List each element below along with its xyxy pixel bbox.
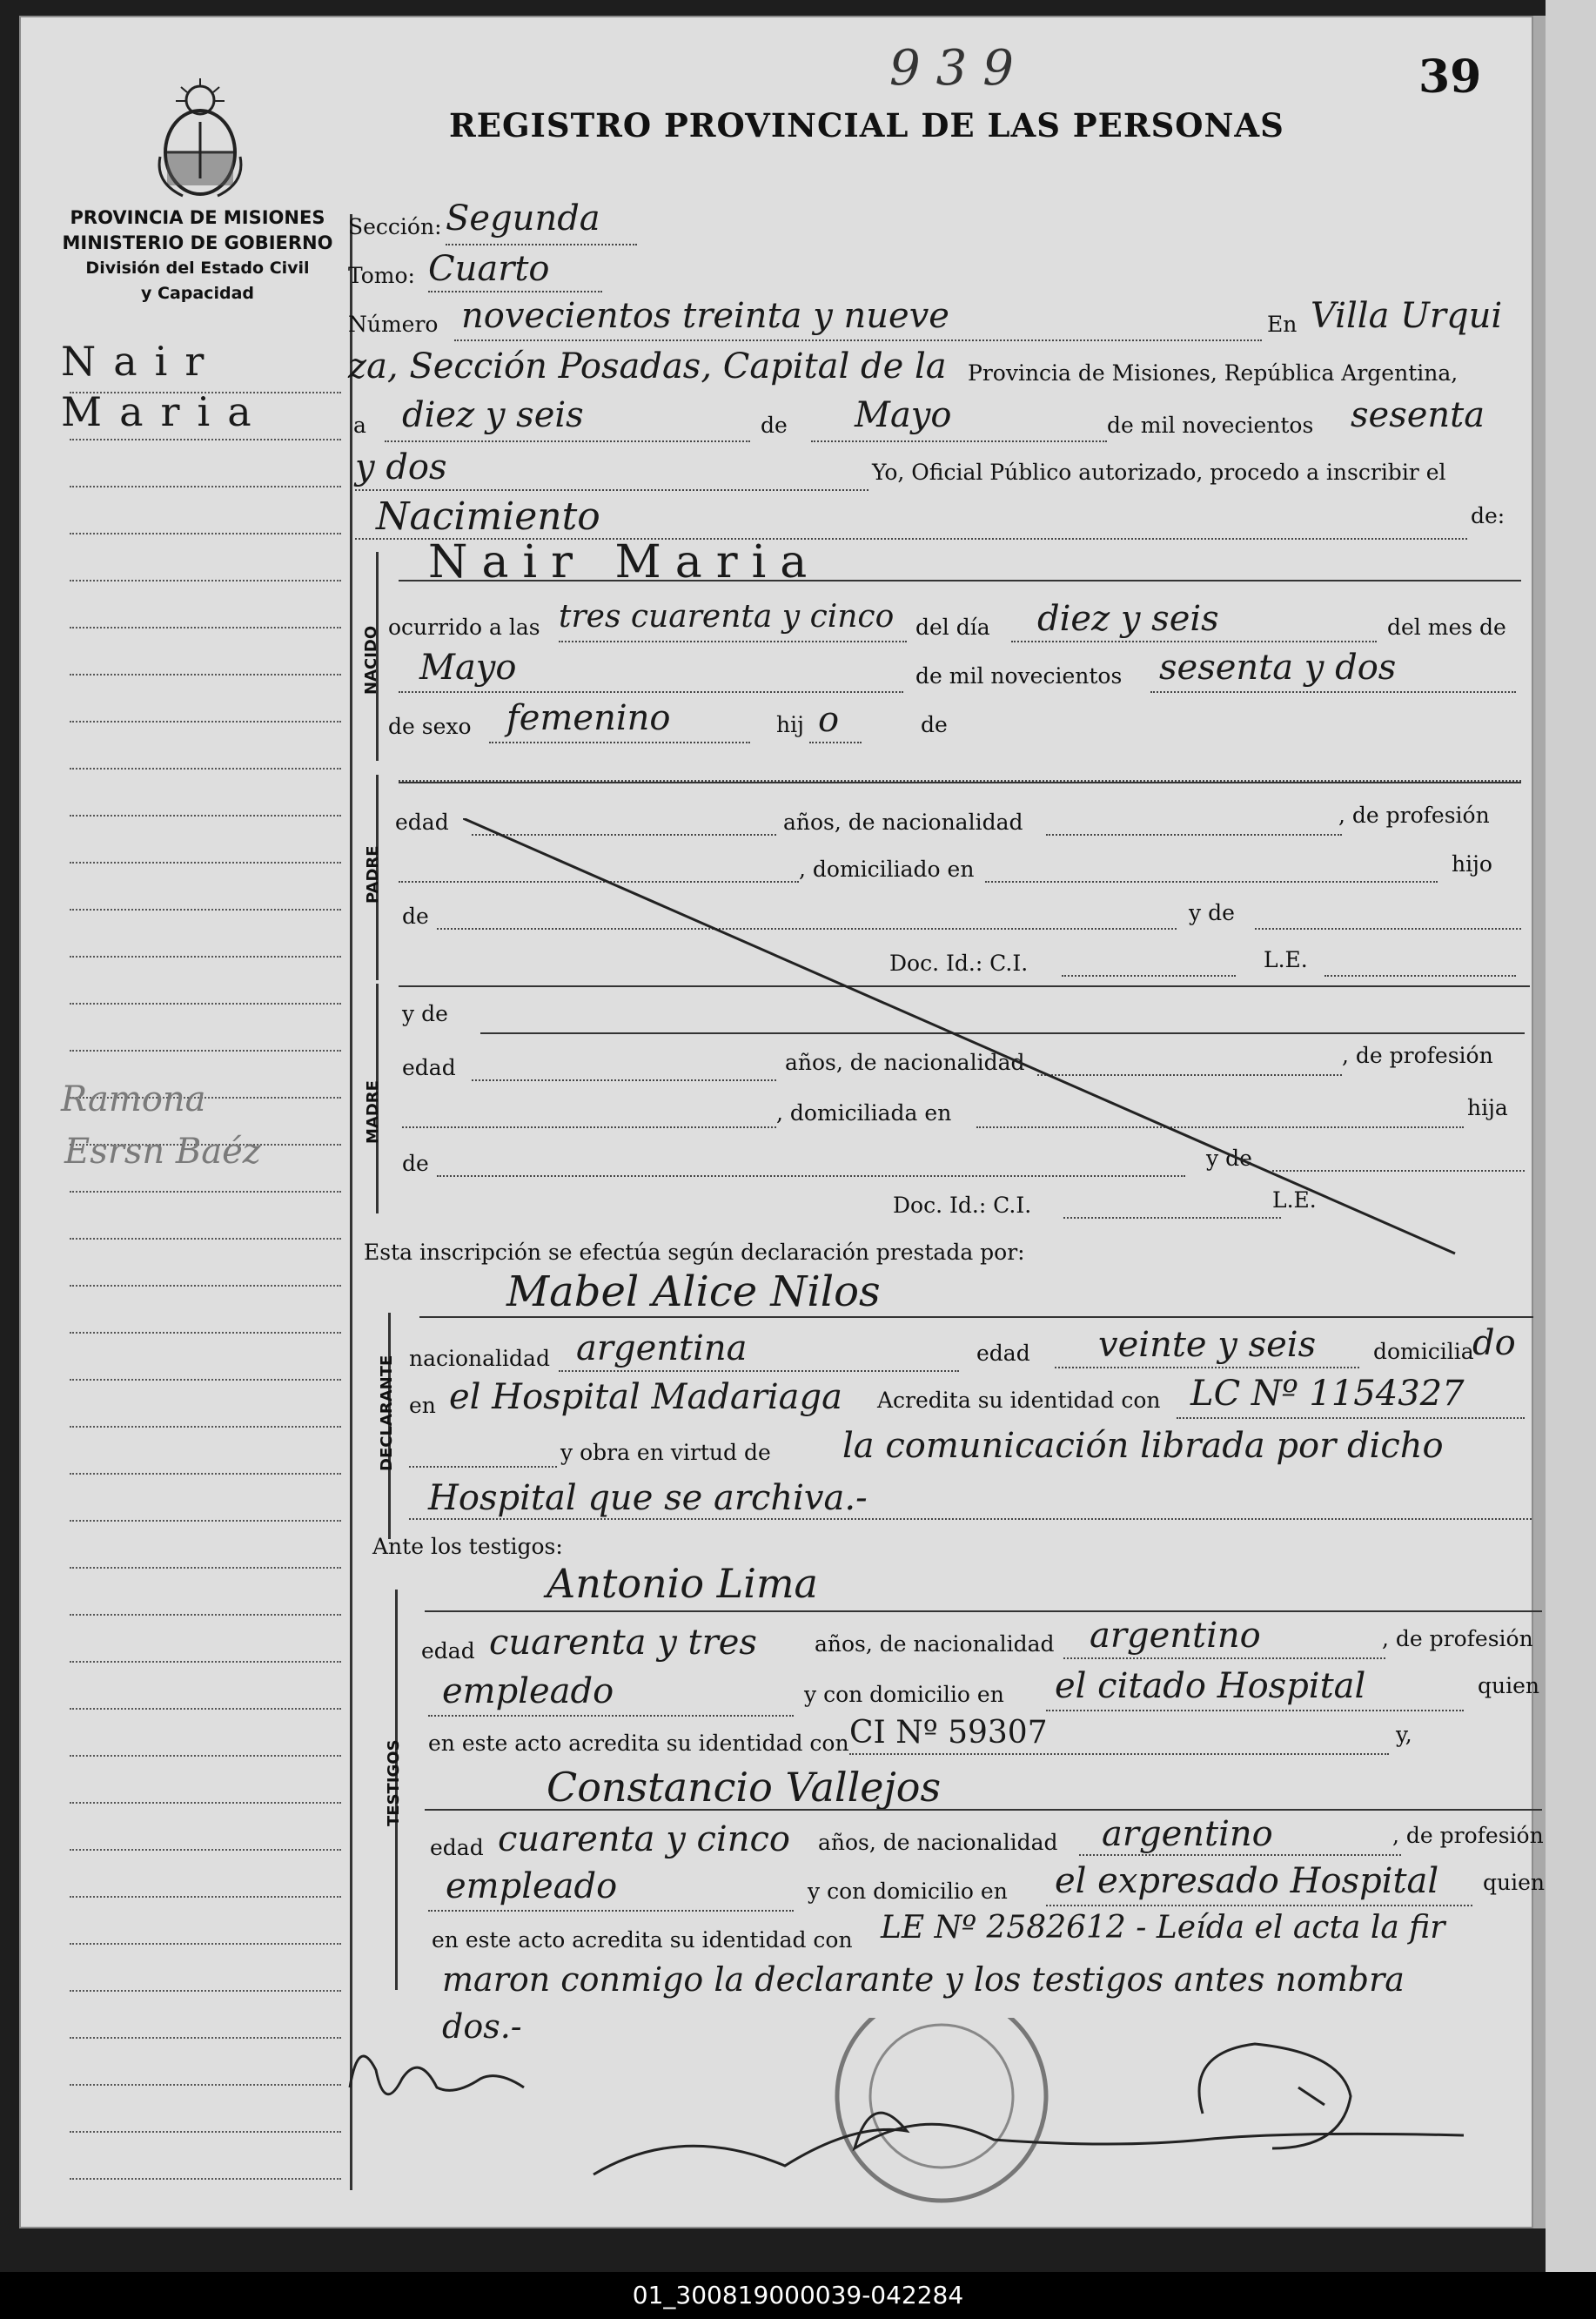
margin-note-second: Esrsn Baéz [64,1132,261,1172]
del-mes-label: del mes de [1387,615,1506,640]
madre-label: MADRE [364,1080,382,1144]
acredita-value: LC Nº 1154327 [1190,1374,1465,1414]
testigo1-nombre: Antonio Lima [547,1560,818,1607]
org-province: PROVINCIA DE MISIONES [70,207,325,228]
nacido-mes-value: Mayo [419,648,517,688]
nacido-mil-label: de mil novecientos [915,663,1123,689]
margin-ruled-line [70,674,341,676]
testigo2-acred-value: LE Nº 2582612 - Leída el acta la fir [881,1910,1445,1946]
mes-value: Mayo [855,395,952,435]
nacido-de-label: de [921,712,948,737]
margin-ruled-line [70,533,341,534]
declarante-domicilia-value: do [1472,1323,1516,1363]
closing-line-2: dos.- [442,2007,522,2046]
nacido-nombre: Nair Maria [428,536,821,588]
margin-ruled-line [70,1332,341,1334]
margin-ruled-line [70,815,341,817]
org-ministry: MINISTERIO DE GOBIERNO [62,232,333,253]
margin-ruled-line [70,1426,341,1428]
padre-prof-label: , de profesión [1338,803,1490,828]
padre-edad-label: edad [395,810,449,835]
hij-value: o [818,700,840,740]
margin-ruled-line [70,721,341,723]
margin-ruled-line [70,439,341,440]
hij-label: hij [776,712,804,737]
del-dia-label: del día [915,615,990,640]
testigo2-dom-value: el expresado Hospital [1055,1861,1439,1901]
margin-ruled-line [70,1191,341,1193]
margin-ruled-line [70,1802,341,1804]
obra-value: la comunicación librada por dicho [842,1426,1444,1466]
margin-ruled-line [70,2131,341,2133]
numero-label: Número [348,312,439,337]
margin-ruled-line [70,1050,341,1052]
margin-ruled-line [70,909,341,911]
signatures-area [332,2018,1533,2218]
margin-ruled-line [70,1661,341,1663]
margin-note-first: Ramona [61,1079,206,1119]
register-sheet [19,16,1546,2228]
obra-value-2: Hospital que se archiva.- [428,1478,868,1518]
testigo1-y-label: y, [1396,1722,1412,1747]
anio-value: sesenta [1351,395,1485,435]
padre-de-label: de [402,904,429,929]
org-division: División del Estado Civil [85,259,310,278]
madre-y-de-label: y de [402,1001,448,1026]
declarante-label: DECLARANTE [378,1354,396,1471]
en-value: Villa Urqui [1311,296,1503,336]
scan-footer: 01_300819000039-042284 [0,2272,1596,2319]
madre-hija-label: hija [1467,1095,1508,1120]
cancellation-stroke [463,818,1472,1271]
margin-ruled-line [70,1708,341,1710]
declarante-en-value: el Hospital Madariaga [449,1377,842,1417]
issuing-authority [54,205,341,306]
acto-value: Nacimiento [376,494,600,539]
testigo1-acred-label: en este acto acredita su identidad con [428,1731,849,1756]
mil-label: de mil novecientos [1107,413,1314,438]
obra-label: y obra en virtud de [560,1440,771,1465]
closing-line-1: maron conmigo la declarante y los testigos antes nombra [442,1960,1405,1999]
madre-prof-label: , de profesión [1342,1043,1493,1068]
oficial-text: Yo, Oficial Público autorizado, procedo a inscribir el [872,460,1446,485]
padre-hijo-label: hijo [1452,851,1492,877]
ocurrido-label: ocurrido a las [388,615,540,640]
seccion-value: Segunda [446,198,600,239]
declarante-edad-label: edad [976,1341,1030,1366]
declarante-intro: Esta inscripción se efectúa según declaración prestada por: [364,1240,1025,1265]
official-seal-icon [837,2018,1046,2201]
margin-ruled-line [70,956,341,958]
testigos-label: TESTIGOS [385,1739,403,1826]
madre-le-label: L.E. [1272,1187,1317,1213]
margin-ruled-line [70,1003,341,1005]
madre-nac-label: años, de nacionalidad [785,1050,1025,1075]
padre-le-label: L.E. [1264,947,1308,972]
en-label: En [1267,312,1298,337]
testigo2-prof-value: empleado [446,1866,618,1906]
margin-ruled-line [70,2037,341,2039]
lugar-value: za, Sección Posadas, Capital de la [348,346,947,386]
margin-ruled-line [70,768,341,770]
margin-ruled-line [70,1943,341,1945]
a-label: a [353,413,366,438]
sexo-label: de sexo [388,714,472,739]
margin-ruled-line [70,1567,341,1569]
declarante-en-label: en [409,1393,436,1418]
sexo-value: femenino [506,698,671,738]
madre-edad-label: edad [402,1055,456,1080]
testigo1-quien-label: quien [1478,1673,1539,1698]
margin-ruled-line [70,1379,341,1381]
tomo-value: Cuarto [428,249,550,289]
numero-value: novecientos treinta y nueve [461,296,949,336]
anio-value-2: y dos [355,447,447,487]
org-capacity: y Capacidad [141,284,254,303]
margin-ruled-line [70,1285,341,1287]
margin-ruled-line [70,862,341,864]
margin-ruled-line [70,1238,341,1240]
a-value: diez y seis [402,395,584,435]
madre-doc-label: Doc. Id.: C.I. [893,1193,1032,1218]
testigo1-dom-value: el citado Hospital [1055,1666,1366,1706]
margin-ruled-line [70,1990,341,1992]
padre-label: PADRE [364,845,382,904]
page-number: 39 [1418,50,1482,104]
testigo1-edad-value: cuarenta y tres [489,1623,757,1663]
seccion-label: Sección: [348,214,442,239]
testigo2-nombre: Constancio Vallejos [547,1764,942,1811]
margin-ruled-line [70,1473,341,1475]
margin-name-first: Nair [61,338,222,385]
testigo2-prof-label: , de profesión [1392,1823,1544,1848]
declarante-edad-value: veinte y seis [1098,1325,1317,1365]
tomo-label: Tomo: [348,263,415,288]
padre-doc-label: Doc. Id.: C.I. [889,951,1029,976]
testigo2-nac-label: años, de nacionalidad [818,1830,1058,1855]
dia-value: diez y seis [1037,599,1219,639]
hora-value: tres cuarenta y cinco [559,599,895,635]
testigo1-acred-value: CI Nº 59307 [849,1715,1048,1751]
nacido-anio-value: sesenta y dos [1159,648,1397,688]
margin-ruled-line [70,580,341,581]
testigo1-nac-value: argentino [1090,1616,1261,1656]
declarante-nac-label: nacionalidad [409,1346,550,1371]
margin-ruled-line [70,1896,341,1898]
page-title: REGISTRO PROVINCIAL DE LAS PERSONAS [449,106,1284,145]
coat-of-arms-icon [148,70,252,200]
handwritten-number: 939 [889,40,1029,97]
testigo2-quien-label: quien [1483,1870,1545,1895]
margin-divider [350,214,352,2190]
testigo1-prof-label: , de profesión [1382,1626,1533,1651]
nacido-label: NACIDO [362,625,380,695]
de2-label: de: [1471,503,1505,528]
testigo2-nac-value: argentino [1102,1814,1273,1854]
madre-de-label: de [402,1151,429,1176]
testigo1-edad-label: edad [421,1638,475,1664]
testigo2-dom-label: y con domicilio en [808,1879,1008,1904]
madre-y-de2-label: y de [1206,1146,1252,1171]
de-label: de [761,413,788,438]
margin-ruled-line [70,1849,341,1851]
signature-declarante [350,2056,524,2094]
declarante-nombre: Mabel Alice Nilos [506,1267,881,1316]
padre-y-de-label: y de [1189,900,1235,925]
padre-dom-label: , domiciliado en [799,857,975,882]
margin-ruled-line [70,2084,341,2086]
testigo2-edad-label: edad [430,1835,484,1860]
margin-ruled-line [70,1755,341,1757]
margin-ruled-line [70,627,341,628]
testigo2-edad-value: cuarenta y cinco [498,1819,790,1859]
page-edge [1546,0,1596,2272]
padre-nac-label: años, de nacionalidad [783,810,1023,835]
testigos-intro: Ante los testigos: [372,1534,563,1559]
margin-ruled-line [70,1614,341,1616]
provincia-text: Provincia de Misiones, República Argentina, [968,360,1459,386]
testigo1-dom-label: y con domicilio en [804,1682,1004,1707]
declarante-domicilia-label: domicilia [1373,1339,1474,1364]
margin-ruled-line [70,1520,341,1522]
testigo1-nac-label: años, de nacionalidad [815,1631,1055,1657]
declarante-nac-value: argentina [576,1328,748,1368]
acredita-label: Acredita su identidad con [877,1388,1161,1413]
margin-ruled-line [70,2178,341,2180]
testigo2-acred-label: en este acto acredita su identidad con [432,1927,853,1953]
testigo1-prof-value: empleado [442,1671,614,1711]
madre-dom-label: , domiciliada en [776,1100,952,1126]
signature-oficial [593,2113,1464,2174]
margin-ruled-line [70,486,341,487]
margin-name-second: Maria [61,388,269,435]
